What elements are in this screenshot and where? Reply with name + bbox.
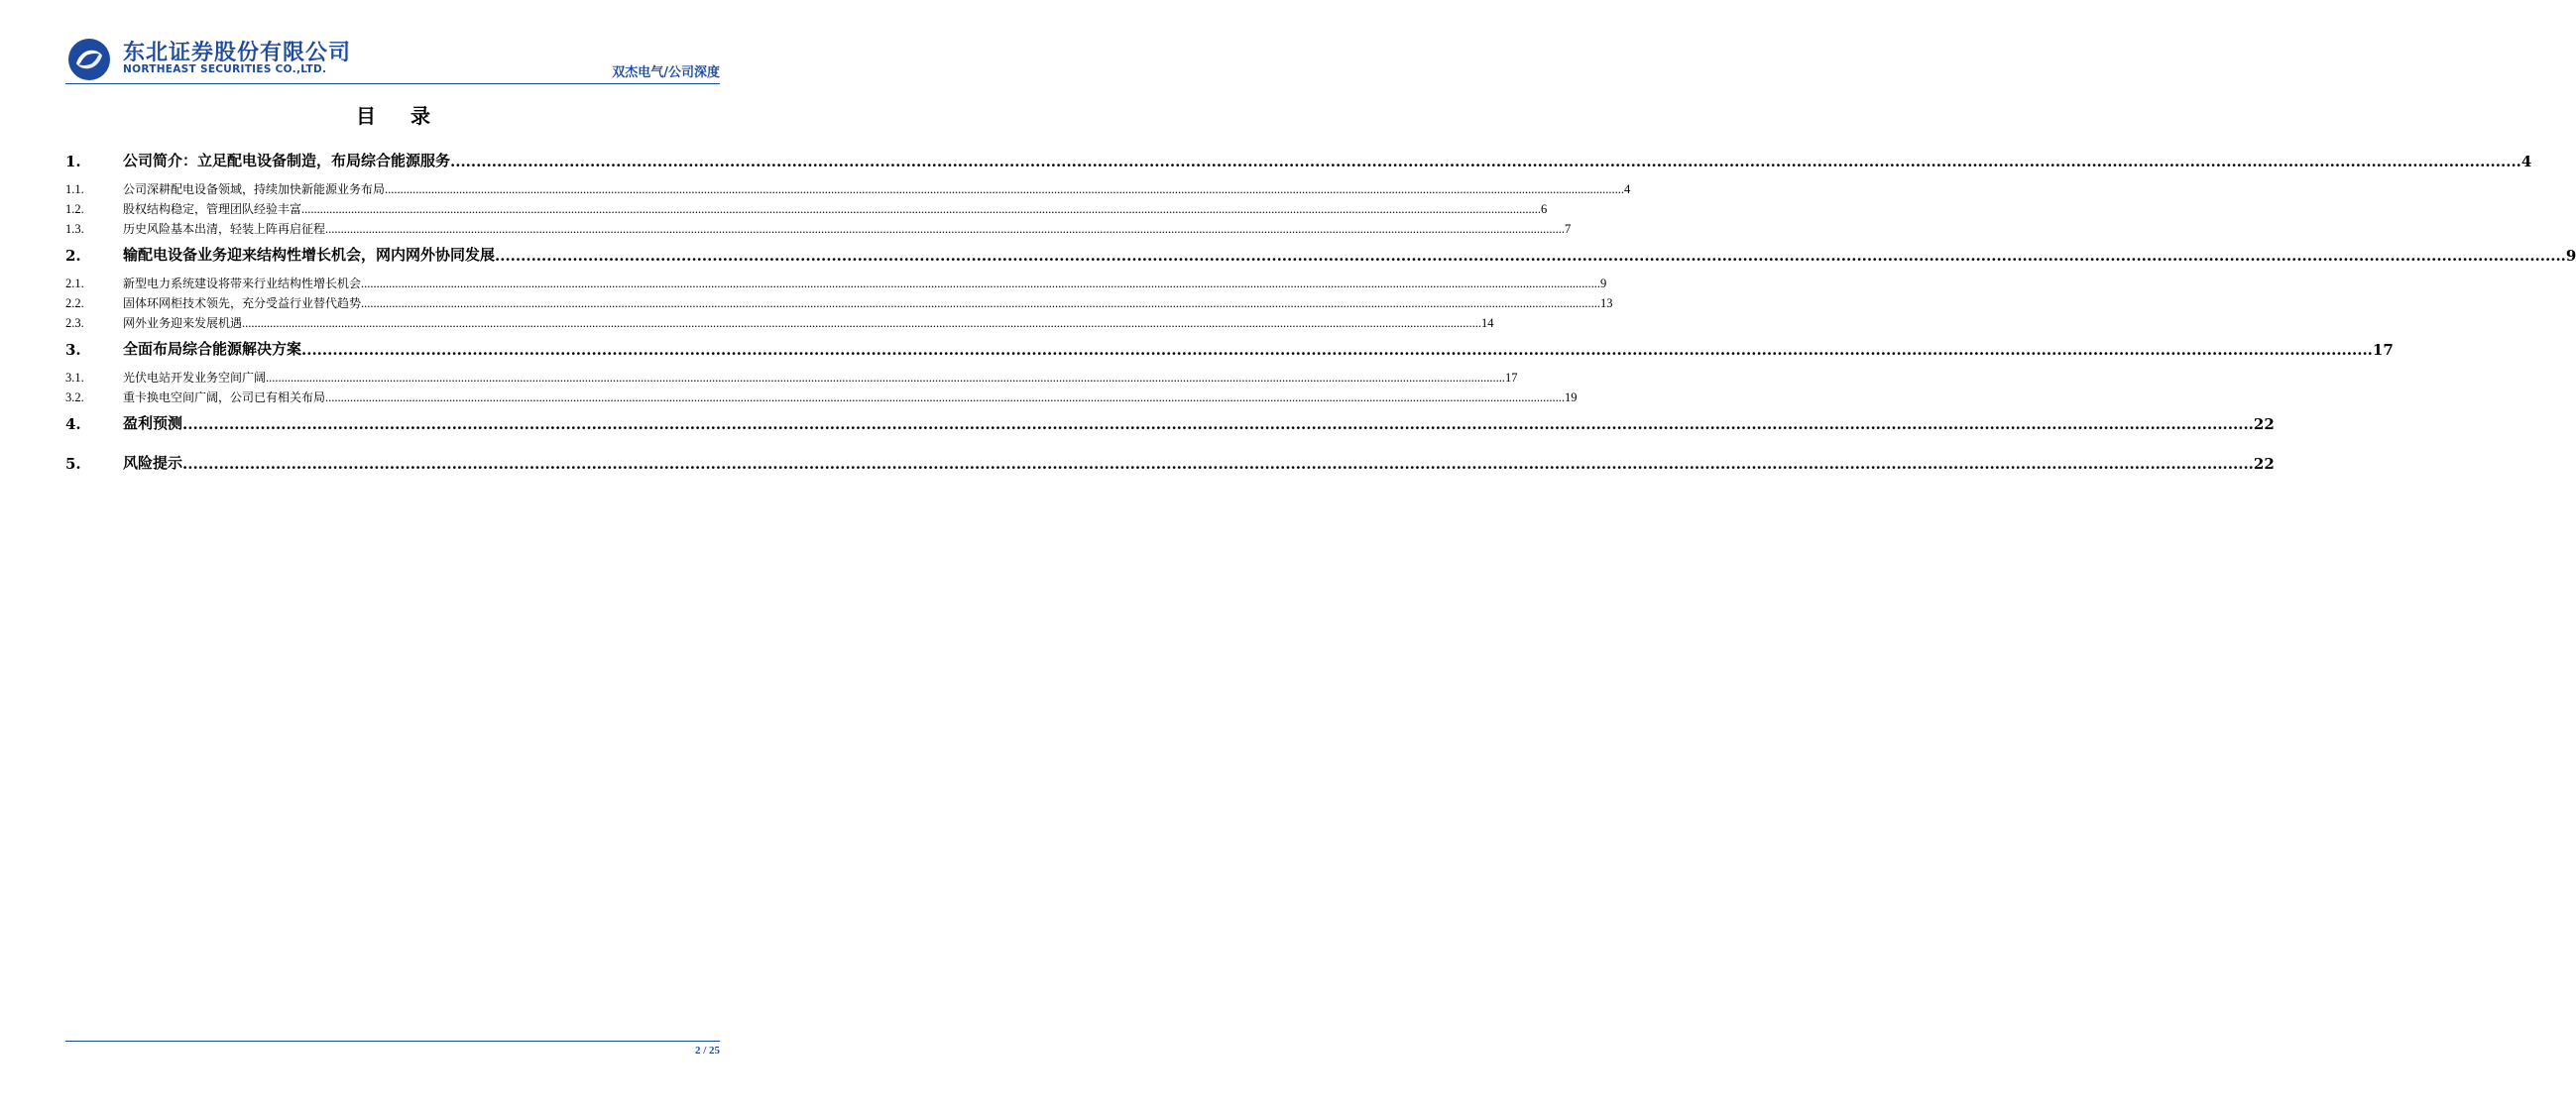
toc-entry-title: 重卡换电空间广阔，公司已有相关布局 — [123, 390, 326, 404]
footer-divider — [65, 1041, 720, 1042]
toc-entry-number: 2. — [65, 247, 81, 265]
toc-entry-page: 9 — [1600, 277, 1607, 290]
toc-entry-page: 9 — [2565, 247, 2576, 265]
toc-entry-title: 盈利预测 — [123, 414, 183, 432]
toc-entry-number: 1.1. — [65, 182, 84, 196]
toc-entry-number: 1.2. — [65, 202, 84, 216]
toc-dot-leader: ................................................................................................................................................................................................................................................................................................................................................................................................................ — [450, 153, 2521, 170]
toc-entry-title: 新型电力系统建设将带来行业结构性增长机会 — [123, 277, 362, 290]
toc-entry-title: 全面布局综合能源解决方案 — [123, 340, 302, 358]
toc-entry-number: 5. — [65, 455, 81, 473]
company-logo-icon — [67, 38, 111, 81]
toc-entry-page: 6 — [1541, 202, 1548, 216]
toc-entry-number: 1.3. — [65, 222, 84, 236]
toc-entry-number: 3. — [65, 341, 81, 359]
toc-dot-leader: ................................................................................................................................................................................................................................................................................................................................................................................................................ — [182, 455, 2254, 473]
toc-dot-leader: ................................................................................................................................................................................................................................................................................................................................................................................................................ — [242, 316, 1482, 330]
toc-entry-number: 3.2. — [65, 390, 84, 404]
toc-dot-leader: ................................................................................................................................................................................................................................................................................................................................................................................................................ — [325, 390, 1566, 404]
toc-entry-title: 公司简介：立足配电设备制造，布局综合能源服务 — [123, 152, 451, 169]
toc-entry-title: 光伏电站开发业务空间广阔 — [123, 371, 267, 385]
toc-entry-page: 17 — [1505, 371, 1518, 385]
toc-entry-title: 网外业务迎来发展机遇 — [123, 316, 243, 330]
toc-entry-number: 4. — [65, 415, 81, 433]
toc-section-entry[interactable] — [65, 243, 2576, 265]
page-number: 2 / 25 — [694, 1045, 720, 1056]
toc-dot-leader: ................................................................................................................................................................................................................................................................................................................................................................................................................ — [361, 296, 1601, 310]
toc-section-entry[interactable] — [65, 451, 2275, 473]
document-type: 双杰电气/公司深度 — [612, 65, 720, 80]
toc-entry-number: 2.1. — [65, 277, 84, 290]
toc-dot-leader: ................................................................................................................................................................................................................................................................................................................................................................................................................ — [495, 247, 2566, 265]
toc-entry-title: 历史风险基本出清，轻装上阵再启征程 — [123, 222, 326, 236]
toc-entry-page: 7 — [1565, 222, 1572, 236]
company-name-cn: 东北证券股份有限公司 — [123, 41, 352, 65]
toc-dot-leader: ................................................................................................................................................................................................................................................................................................................................................................................................................ — [385, 182, 1625, 196]
toc-dot-leader: ................................................................................................................................................................................................................................................................................................................................................................................................................ — [266, 371, 1506, 385]
toc-entry-title: 风险提示 — [123, 454, 183, 472]
toc-subsection-entry[interactable] — [65, 272, 1607, 291]
toc-entry-page: 4 — [2520, 153, 2532, 170]
toc-entry-number: 3.1. — [65, 371, 84, 385]
toc-subsection-entry[interactable] — [65, 366, 1518, 386]
toc-dot-leader: ................................................................................................................................................................................................................................................................................................................................................................................................................ — [301, 341, 2373, 359]
toc-subsection-entry[interactable] — [65, 386, 1578, 405]
toc-entry-page: 19 — [1565, 390, 1578, 404]
toc-subsection-entry[interactable] — [65, 311, 1494, 331]
toc-subsection-entry[interactable] — [65, 177, 1631, 197]
toc-subsection-entry[interactable] — [65, 291, 1613, 311]
page-header — [65, 28, 720, 83]
toc-section-entry[interactable] — [65, 337, 2394, 359]
toc-dot-leader: ................................................................................................................................................................................................................................................................................................................................................................................................................ — [325, 222, 1566, 236]
toc-entry-title: 固体环网柜技术领先，充分受益行业替代趋势 — [123, 296, 362, 310]
toc-section-entry[interactable] — [65, 149, 2532, 170]
table-of-contents — [65, 137, 2576, 473]
toc-entry-title: 股权结构稳定，管理团队经验丰富 — [123, 202, 302, 216]
toc-entry-page: 22 — [2253, 455, 2275, 473]
toc-entry-number: 2.3. — [65, 316, 84, 330]
company-name-en: NORTHEAST SECURITIES CO.,LTD. — [123, 63, 327, 75]
toc-entry-page: 4 — [1624, 182, 1631, 196]
toc-entry-title: 公司深耕配电设备领域，持续加快新能源业务布局 — [123, 182, 386, 196]
toc-entry-number: 2.2. — [65, 296, 84, 310]
toc-entry-page: 13 — [1600, 296, 1613, 310]
toc-subsection-entry[interactable] — [65, 217, 1572, 237]
toc-entry-page: 22 — [2253, 415, 2275, 433]
toc-dot-leader: ................................................................................................................................................................................................................................................................................................................................................................................................................ — [182, 415, 2254, 433]
toc-entry-page: 14 — [1481, 316, 1494, 330]
toc-entry-number: 1. — [65, 153, 81, 170]
toc-subsection-entry[interactable] — [65, 197, 1548, 217]
header-divider — [65, 83, 720, 84]
toc-dot-leader: ................................................................................................................................................................................................................................................................................................................................................................................................................ — [301, 202, 1542, 216]
page-title: 目 录 — [356, 104, 444, 128]
toc-entry-title: 输配电设备业务迎来结构性增长机会，网内网外协同发展 — [123, 246, 496, 264]
toc-dot-leader: ................................................................................................................................................................................................................................................................................................................................................................................................................ — [361, 277, 1601, 290]
toc-section-entry[interactable] — [65, 411, 2275, 433]
toc-entry-page: 17 — [2372, 341, 2394, 359]
